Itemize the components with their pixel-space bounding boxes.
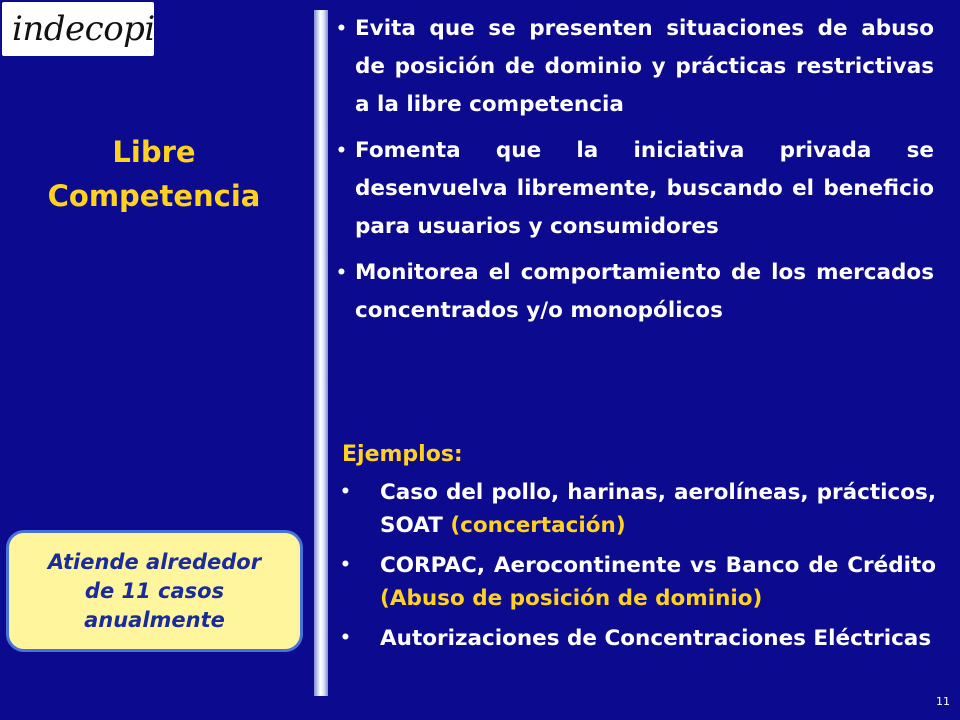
callout-line3: anualmente — [84, 607, 225, 632]
slide-title-line1: Libre — [112, 135, 196, 169]
bullet-glyph: • — [336, 263, 347, 283]
cases-callout — [6, 530, 303, 652]
example-text-wrap — [380, 549, 936, 615]
bullet-text: Fomenta que la iniciativa privada se desenvuelva libremente, buscando el beneficio para usuarios y consumidores — [355, 138, 934, 239]
example-text: CORPAC, Aerocontinente vs Banco de Crédito — [380, 553, 936, 578]
bullet-glyph: • — [340, 482, 351, 502]
bullet-glyph: • — [340, 555, 351, 575]
callout-line2: de 11 casos — [84, 578, 225, 603]
example-item — [340, 622, 936, 655]
logo-text: indecopi — [12, 9, 155, 49]
bullet-glyph: • — [336, 19, 347, 39]
example-highlight: (Abuso de posición de dominio) — [380, 586, 763, 611]
indecopi-logo — [2, 2, 154, 56]
bullet-text: Evita que se presenten situaciones de abuso de posición de dominio y prácticas restrictivas a la libre competencia — [355, 16, 934, 117]
bullet-text: Monitorea el comportamiento de los mercados concentrados y/o monopólicos — [355, 260, 934, 323]
vertical-divider — [314, 10, 328, 696]
example-highlight: (concertación) — [450, 513, 626, 538]
bullet-item — [336, 132, 934, 246]
slide-title — [20, 130, 288, 218]
page-number: 11 — [936, 695, 950, 708]
bullet-item — [336, 254, 934, 330]
example-text: Caso del pollo, harinas, aerolíneas, prácticos, SOAT — [380, 480, 936, 538]
bullet-glyph: • — [340, 628, 351, 648]
examples-list — [340, 476, 936, 662]
callout-line1: Atiende alrededor — [47, 549, 262, 574]
slide-title-line2: Competencia — [47, 179, 261, 213]
example-text-wrap — [380, 476, 936, 542]
example-text-wrap — [380, 622, 936, 655]
examples-heading: Ejemplos: — [342, 442, 463, 467]
bullet-list — [336, 10, 934, 338]
example-item — [340, 549, 936, 615]
example-text: Autorizaciones de Concentraciones Eléctricas — [380, 626, 932, 651]
bullet-glyph: • — [336, 141, 347, 161]
bullet-item — [336, 10, 934, 124]
example-item — [340, 476, 936, 542]
